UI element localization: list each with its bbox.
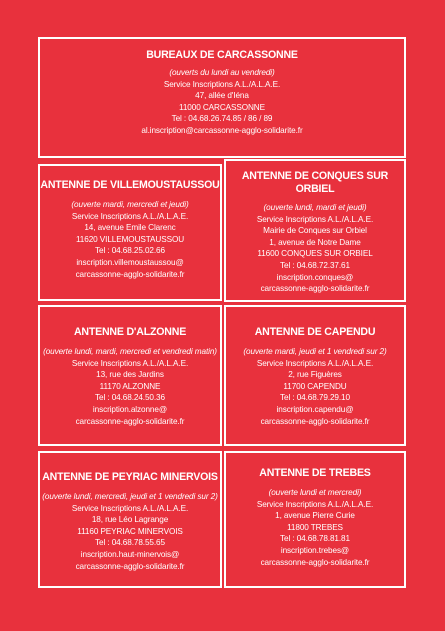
office-address: 14, avenue Emile Clarenc <box>84 223 176 233</box>
office-address-line-2: 1, avenue de Notre Dame <box>269 237 361 247</box>
office-hours: (ouverts du lundi au vendredi) <box>169 68 275 77</box>
office-email-part-1: inscription.villemoustaussou@ <box>76 257 184 267</box>
office-city: 11700 CAPENDU <box>283 381 347 391</box>
office-email-part-1: inscription.haut-minervois@ <box>80 549 180 559</box>
office-title: ANTENNE DE TREBES <box>259 467 371 479</box>
office-email-part-1: inscription.capendu@ <box>276 404 354 414</box>
office-phone: Tel : 04.68.26.74.85 / 86 / 89 <box>171 114 273 124</box>
office-hours: (ouverte mardi, jeudi et 1 vendredi sur 2) <box>243 347 387 356</box>
office-email: al.inscription@carcassonne-agglo-solidarite.fr <box>141 125 303 135</box>
office-card-villemoustaussou <box>38 164 222 301</box>
office-phone: Tel : 04.68.24.50.36 <box>95 393 165 403</box>
office-phone: Tel : 04.68.78.55.65 <box>95 538 165 548</box>
office-hours: (ouverte lundi, mercredi, jeudi et 1 vendredi sur 2) <box>42 492 218 501</box>
office-hours: (ouverte lundi, mardi, mercredi et vendredi matin) <box>43 347 217 356</box>
office-city: 11600 CONQUES SUR ORBIEL <box>257 249 373 259</box>
office-address: 2, rue Figuères <box>288 370 342 380</box>
office-email-part-2: carcassonne-agglo-solidarite.fr <box>260 284 370 294</box>
office-city: 11170 ALZONNE <box>99 381 161 391</box>
office-email-part-2: carcassonne-agglo-solidarite.fr <box>75 416 185 426</box>
office-hours: (ouverte lundi, mardi et jeudi) <box>263 203 367 212</box>
office-service: Service Inscriptions A.L./A.L.A.E. <box>71 211 189 221</box>
office-address: 47, allée d'Iéna <box>195 91 249 101</box>
office-card-alzonne <box>38 305 222 446</box>
office-service: Service Inscriptions A.L./A.L.A.E. <box>163 79 281 89</box>
office-email-part-2: carcassonne-agglo-solidarite.fr <box>260 557 370 567</box>
office-city: 11000 CARCASSONNE <box>179 102 265 112</box>
office-email-part-1: inscription.conques@ <box>276 272 354 282</box>
office-title: ANTENNE DE VILLEMOUSTAUSSOU <box>40 179 220 191</box>
office-card-carcassonne <box>38 37 406 158</box>
office-address: 13, rue des Jardins <box>96 370 164 380</box>
office-title: ANTENNE DE CONQUES SUR ORBIEL <box>241 170 389 195</box>
office-email-part-2: carcassonne-agglo-solidarite.fr <box>75 269 185 279</box>
office-service: Service Inscriptions A.L./A.L.A.E. <box>71 503 189 513</box>
office-title: ANTENNE DE PEYRIAC MINERVOIS <box>42 471 218 483</box>
office-address: 1, avenue Pierre Curie <box>275 511 355 521</box>
office-card-trebes <box>224 451 406 588</box>
office-card-conques <box>224 159 406 302</box>
office-city: 11160 PEYRIAC MINERVOIS <box>77 526 183 536</box>
office-title: BUREAUX DE CARCASSONNE <box>146 49 298 61</box>
office-city: 11620 VILLEMOUSTAUSSOU <box>75 234 185 244</box>
office-phone: Tel : 04.68.78.81.81 <box>280 534 350 544</box>
office-email-part-1: inscription.alzonne@ <box>92 404 168 414</box>
office-address-line-1: Mairie de Conques sur Orbiel <box>263 226 367 236</box>
office-card-peyriac <box>38 451 222 588</box>
office-service: Service Inscriptions A.L./A.L.A.E. <box>256 499 374 509</box>
office-phone: Tel : 04.68.72.37.61 <box>280 260 350 270</box>
office-card-capendu <box>224 305 406 446</box>
office-email-part-2: carcassonne-agglo-solidarite.fr <box>260 416 370 426</box>
office-email-part-2: carcassonne-agglo-solidarite.fr <box>75 561 185 571</box>
office-phone: Tel : 04.68.25.02.66 <box>95 246 165 256</box>
office-title: ANTENNE D'ALZONNE <box>73 326 187 338</box>
office-service: Service Inscriptions A.L./A.L.A.E. <box>256 358 374 368</box>
office-hours: (ouverte lundi et mercredi) <box>268 488 362 497</box>
office-phone: Tel : 04.68.79.29.10 <box>280 393 350 403</box>
office-service: Service Inscriptions A.L./A.L.A.E. <box>256 214 374 224</box>
office-address: 18, rue Léo Lagrange <box>91 515 169 525</box>
office-service: Service Inscriptions A.L./A.L.A.E. <box>71 358 189 368</box>
office-title: ANTENNE DE CAPENDU <box>254 326 376 338</box>
office-hours: (ouverte mardi, mercredi et jeudi) <box>71 200 189 209</box>
office-email-part-1: inscription.trebes@ <box>280 545 350 555</box>
office-city: 11800 TREBES <box>287 522 343 532</box>
